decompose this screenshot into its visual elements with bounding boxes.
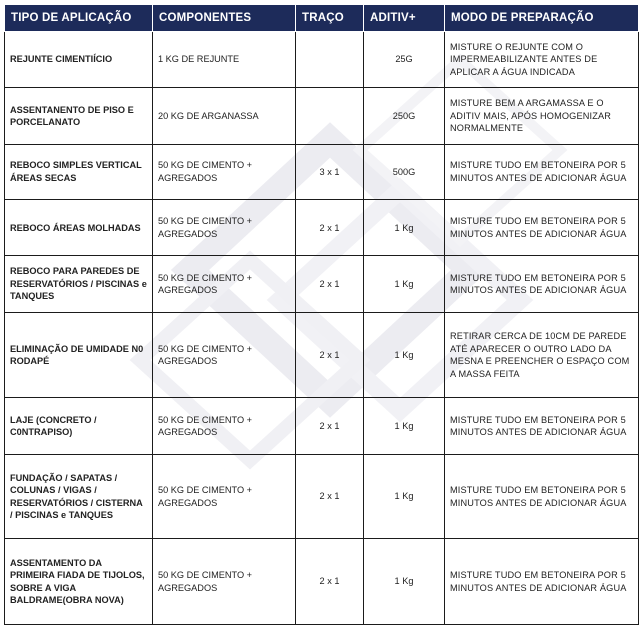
cell-aditiv: 1 Kg — [364, 256, 445, 312]
cell-traco: 2 x 1 — [296, 539, 364, 625]
table-row — [5, 256, 639, 312]
cell-tipo: REJUNTE CIMENTIÍCIO — [5, 32, 153, 88]
header-componentes: COMPONENTES — [153, 5, 296, 32]
table-row — [5, 454, 639, 539]
cell-modo: MISTURE TUDO EM BETONEIRA POR 5 MINUTOS ANTES DE ADICIONAR ÁGUA — [445, 398, 639, 454]
cell-traco: 2 x 1 — [296, 256, 364, 312]
cell-modo: MISTURE O REJUNTE COM O IMPERMEABILIZANTE ANTES DE APLICAR A ÁGUA INDICADA — [445, 32, 639, 88]
header-tipo: TIPO DE APLICAÇÃO — [5, 5, 153, 32]
header-traco: TRAÇO — [296, 5, 364, 32]
cell-tipo: ASSENTAMENTO DA PRIMEIRA FIADA DE TIJOLOS, SOBRE A VIGA BALDRAME(OBRA NOVA) — [5, 539, 153, 625]
header-modo: MODO DE PREPARAÇÃO — [445, 5, 639, 32]
cell-componentes: 50 KG DE CIMENTO + AGREGADOS — [153, 539, 296, 625]
cell-componentes: 1 KG DE REJUNTE — [153, 32, 296, 88]
cell-tipo: REBOCO PARA PAREDES DE RESERVATÓRIOS / PISCINAS e TANQUES — [5, 256, 153, 312]
cell-componentes: 50 KG DE CIMENTO + AGREGADOS — [153, 398, 296, 454]
table-row — [5, 88, 639, 144]
cell-traco: 2 x 1 — [296, 312, 364, 398]
cell-modo: MISTURE TUDO EM BETONEIRA POR 5 MINUTOS ANTES DE ADICIONAR ÁGUA — [445, 539, 639, 625]
table-row — [5, 32, 639, 88]
cell-tipo: ELIMINAÇÃO DE UMIDADE N0 RODAPÉ — [5, 312, 153, 398]
cell-traco: 2 x 1 — [296, 398, 364, 454]
cell-aditiv: 1 Kg — [364, 200, 445, 256]
cell-aditiv: 25G — [364, 32, 445, 88]
cell-componentes: 50 KG DE CIMENTO + AGREGADOS — [153, 312, 296, 398]
cell-aditiv: 250G — [364, 88, 445, 144]
cell-aditiv: 1 Kg — [364, 312, 445, 398]
table-row — [5, 200, 639, 256]
cell-aditiv: 1 Kg — [364, 398, 445, 454]
cell-tipo: REBOCO SIMPLES VERTICAL ÁREAS SECAS — [5, 144, 153, 199]
cell-traco — [296, 88, 364, 144]
cell-modo: MISTURE TUDO EM BETONEIRA POR 5 MINUTOS ANTES DE ADICIONAR ÁGUA — [445, 454, 639, 539]
cell-componentes: 50 KG DE CIMENTO + AGREGADOS — [153, 200, 296, 256]
cell-aditiv: 500G — [364, 144, 445, 199]
table-row — [5, 144, 639, 199]
cell-aditiv: 1 Kg — [364, 454, 445, 539]
table-row — [5, 539, 639, 625]
cell-modo: MISTURE TUDO EM BETONEIRA POR 5 MINUTOS ANTES DE ADICIONAR ÁGUA — [445, 144, 639, 199]
cell-tipo: ASSENTANENTO DE PISO E PORCELANATO — [5, 88, 153, 144]
cell-traco: 2 x 1 — [296, 200, 364, 256]
cell-traco: 2 x 1 — [296, 454, 364, 539]
cell-aditiv: 1 Kg — [364, 539, 445, 625]
header-row — [5, 5, 639, 32]
application-table — [4, 4, 639, 625]
cell-tipo: FUNDAÇÃO / SAPATAS / COLUNAS / VIGAS / RESERVATÓRIOS / CISTERNA / PISCINAS e TANQUES — [5, 454, 153, 539]
cell-componentes: 50 KG DE CIMENTO + AGREGADOS — [153, 144, 296, 199]
cell-modo: MISTURE BEM A ARGAMASSA E O ADITIV MAIS, APÓS HOMOGENIZAR NORMALMENTE — [445, 88, 639, 144]
cell-modo: MISTURE TUDO EM BETONEIRA POR 5 MINUTOS ANTES DE ADICIONAR ÁGUA — [445, 256, 639, 312]
cell-traco — [296, 32, 364, 88]
cell-tipo: LAJE (CONCRETO / C0NTRAPISO) — [5, 398, 153, 454]
cell-modo: RETIRAR CERCA DE 10CM DE PAREDE ATÉ APARECER O OUTRO LADO DA MESNA E PREENCHER O ESPAÇO COM A MASSA FEITA — [445, 312, 639, 398]
table-row — [5, 312, 639, 398]
cell-componentes: 20 KG DE ARGANASSA — [153, 88, 296, 144]
cell-componentes: 50 KG DE CIMENTO + AGREGADOS — [153, 256, 296, 312]
cell-modo: MISTURE TUDO EM BETONEIRA POR 5 MINUTOS ANTES DE ADICIONAR ÁGUA — [445, 200, 639, 256]
table-row — [5, 398, 639, 454]
cell-componentes: 50 KG DE CIMENTO + AGREGADOS — [153, 454, 296, 539]
header-aditiv: ADITIV+ — [364, 5, 445, 32]
cell-traco: 3 x 1 — [296, 144, 364, 199]
cell-tipo: REBOCO ÁREAS MOLHADAS — [5, 200, 153, 256]
